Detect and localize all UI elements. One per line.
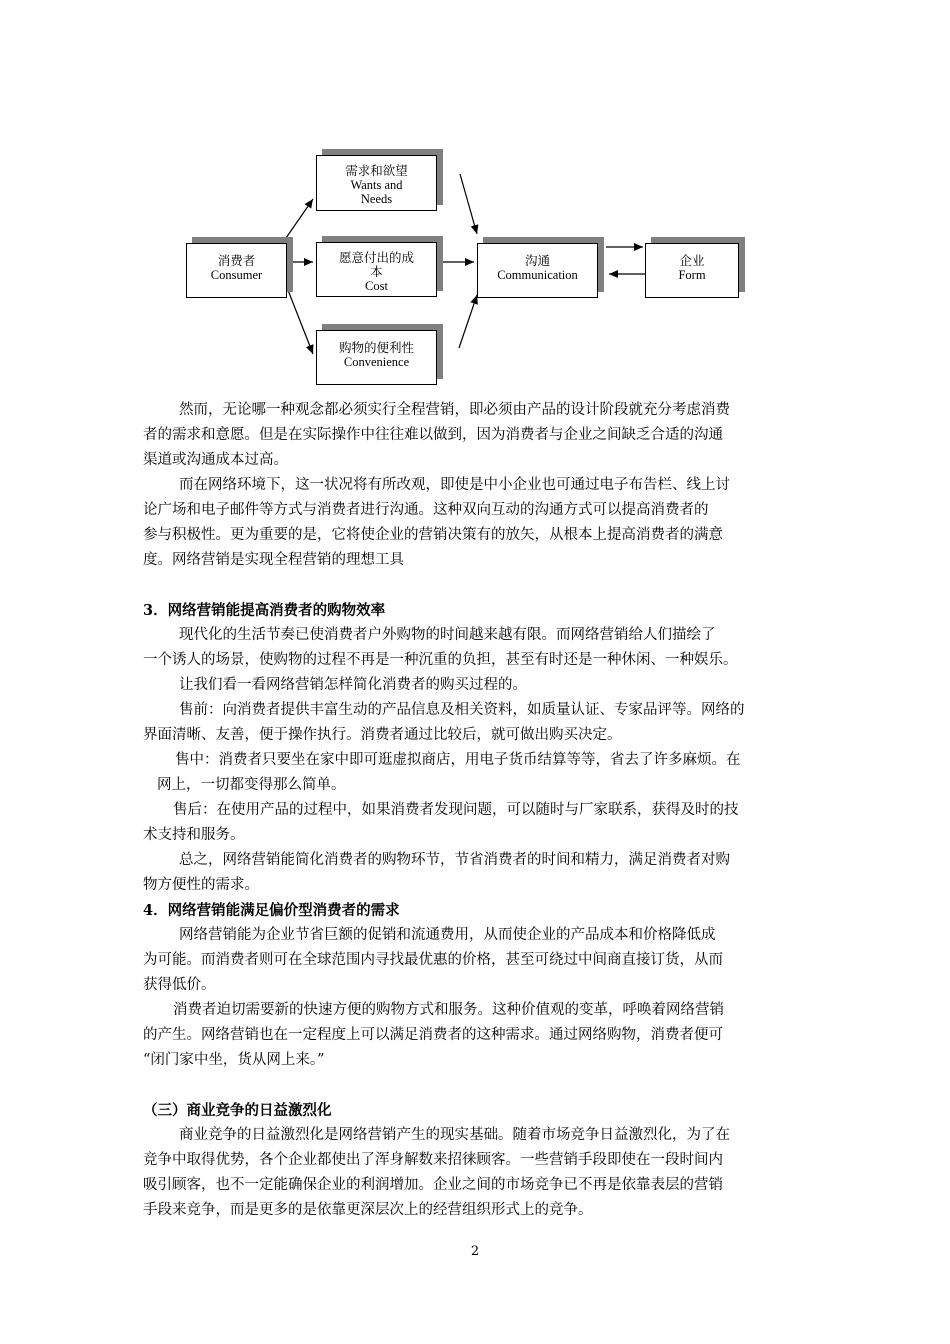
wants-en1: Wants and	[350, 178, 403, 192]
paragraph: 售前：向消费者提供丰富生动的产品信息及相关资料，如质量认证、专家品评等。网络的 界面清晰、友善，便于操作执行。消费者通过比较后，就可做出购买决定。	[143, 702, 745, 743]
arrow-convenience-communication	[459, 295, 477, 348]
arrow-consumer-wants	[286, 199, 313, 238]
consumer-zh: 消费者	[217, 254, 256, 268]
cost-box	[316, 242, 437, 297]
body-text	[143, 398, 811, 1223]
consumer-box	[186, 243, 287, 298]
communication-zh: 沟通	[524, 254, 550, 268]
paragraph: 总之，网络营销能简化消费者的购物环节，节省消费者的时间和精力，满足消费者对购 物方便性的需求。	[143, 852, 730, 893]
cost-en: Cost	[365, 279, 388, 293]
paragraph: 售中：消费者只要坐在家中即可逛虚拟商店，用电子货币结算等等，省去了许多麻烦。在 网上，一切都变得那么简单。	[157, 752, 741, 793]
section-heading-4: 4．网络营销能满足偏价型消费者的需求	[143, 902, 400, 919]
paragraph: 消费者迫切需要新的快速方便的购物方式和服务。这种价值观的变革，呼唤着网络营销 的产生。网络营销也在一定程度上可以满足消费者的这种需求。通过网络购物，消费者便可 “闭门家中坐，货从网上来。”	[143, 1002, 724, 1068]
convenience-en: Convenience	[343, 355, 410, 369]
paragraph: 现代化的生活节奏已使消费者户外购物的时间越来越有限。而网络营销给人们描绘了 一个诱人的场景，使购物的过程不再是一种沉重的负担，甚至有时还是一种休闲、一种娱乐。	[143, 627, 738, 668]
firm-en: Form	[678, 268, 706, 282]
section-heading-3: 3．网络营销能提高消费者的购物效率	[143, 602, 386, 619]
communication-box	[477, 243, 598, 298]
arrow-wants-communication	[460, 174, 477, 234]
page-number: 2	[470, 1244, 480, 1259]
convenience-box	[316, 330, 437, 385]
cost-zh2: 本	[370, 265, 383, 279]
paragraph: 而在网络环境下，这一状况将有所改观，即使是中小企业也可通过电子布告栏、线上讨 论广场和电子邮件等方式与消费者进行沟通。这种双向互动的沟通方式可以提高消费者的 参与积极性。更为重要的是，它将使企业的营销决策有的放矢，从根本上提高消费者的满意 度。网络营销是实现全程营销的理想工具	[143, 477, 730, 568]
paragraph: 然而，无论哪一种观念都必须实行全程营销，即必须由产品的设计阶段就充分考虑消费 者的需求和意愿。但是在实际操作中往往难以做到，因为消费者与企业之间缺乏合适的沟通 渠道或沟通成本过高。	[143, 402, 730, 468]
wants-en2: Needs	[360, 192, 393, 206]
diagram-arrows	[0, 0, 950, 400]
section-heading-3-level: （三）商业竞争的日益激烈化	[143, 1102, 332, 1119]
firm-zh: 企业	[679, 254, 705, 268]
paragraph: 让我们看一看网络营销怎样简化消费者的购买过程的。	[179, 677, 527, 693]
convenience-zh: 购物的便利性	[338, 341, 414, 355]
paragraph: 网络营销能为企业节省巨额的促销和流通费用，从而使企业的产品成本和价格降低成 为可能。而消费者则可在全球范围内寻找最优惠的价格，甚至可绕过中间商直接订货，从而 获得低价。	[143, 927, 723, 993]
cost-zh1: 愿意付出的成	[338, 251, 414, 265]
paragraph: 售后：在使用产品的过程中，如果消费者发现问题，可以随时与厂家联系，获得及时的技 术支持和服务。	[143, 802, 739, 843]
communication-en: Communication	[497, 268, 578, 282]
arrow-consumer-convenience	[286, 285, 313, 354]
paragraph: 商业竞争的日益激烈化是网络营销产生的现实基础。随着市场竞争日益激烈化，为了在 竞争中取得优势，各个企业都使出了浑身解数来招徕顾客。一些营销手段即使在一段时间内 吸引顾客，也不一定能确保企业的利润增加。企业之间的市场竞争已不再是依靠表层的营销 手段来竞争，而是更多的是依靠更深层次上的经营组织形式上的竞争。	[143, 1127, 730, 1218]
concept-diagram	[0, 0, 950, 400]
wants-box	[316, 155, 437, 211]
consumer-en: Consumer	[210, 268, 263, 282]
wants-zh: 需求和欲望	[345, 164, 408, 178]
firm-box	[645, 243, 739, 298]
